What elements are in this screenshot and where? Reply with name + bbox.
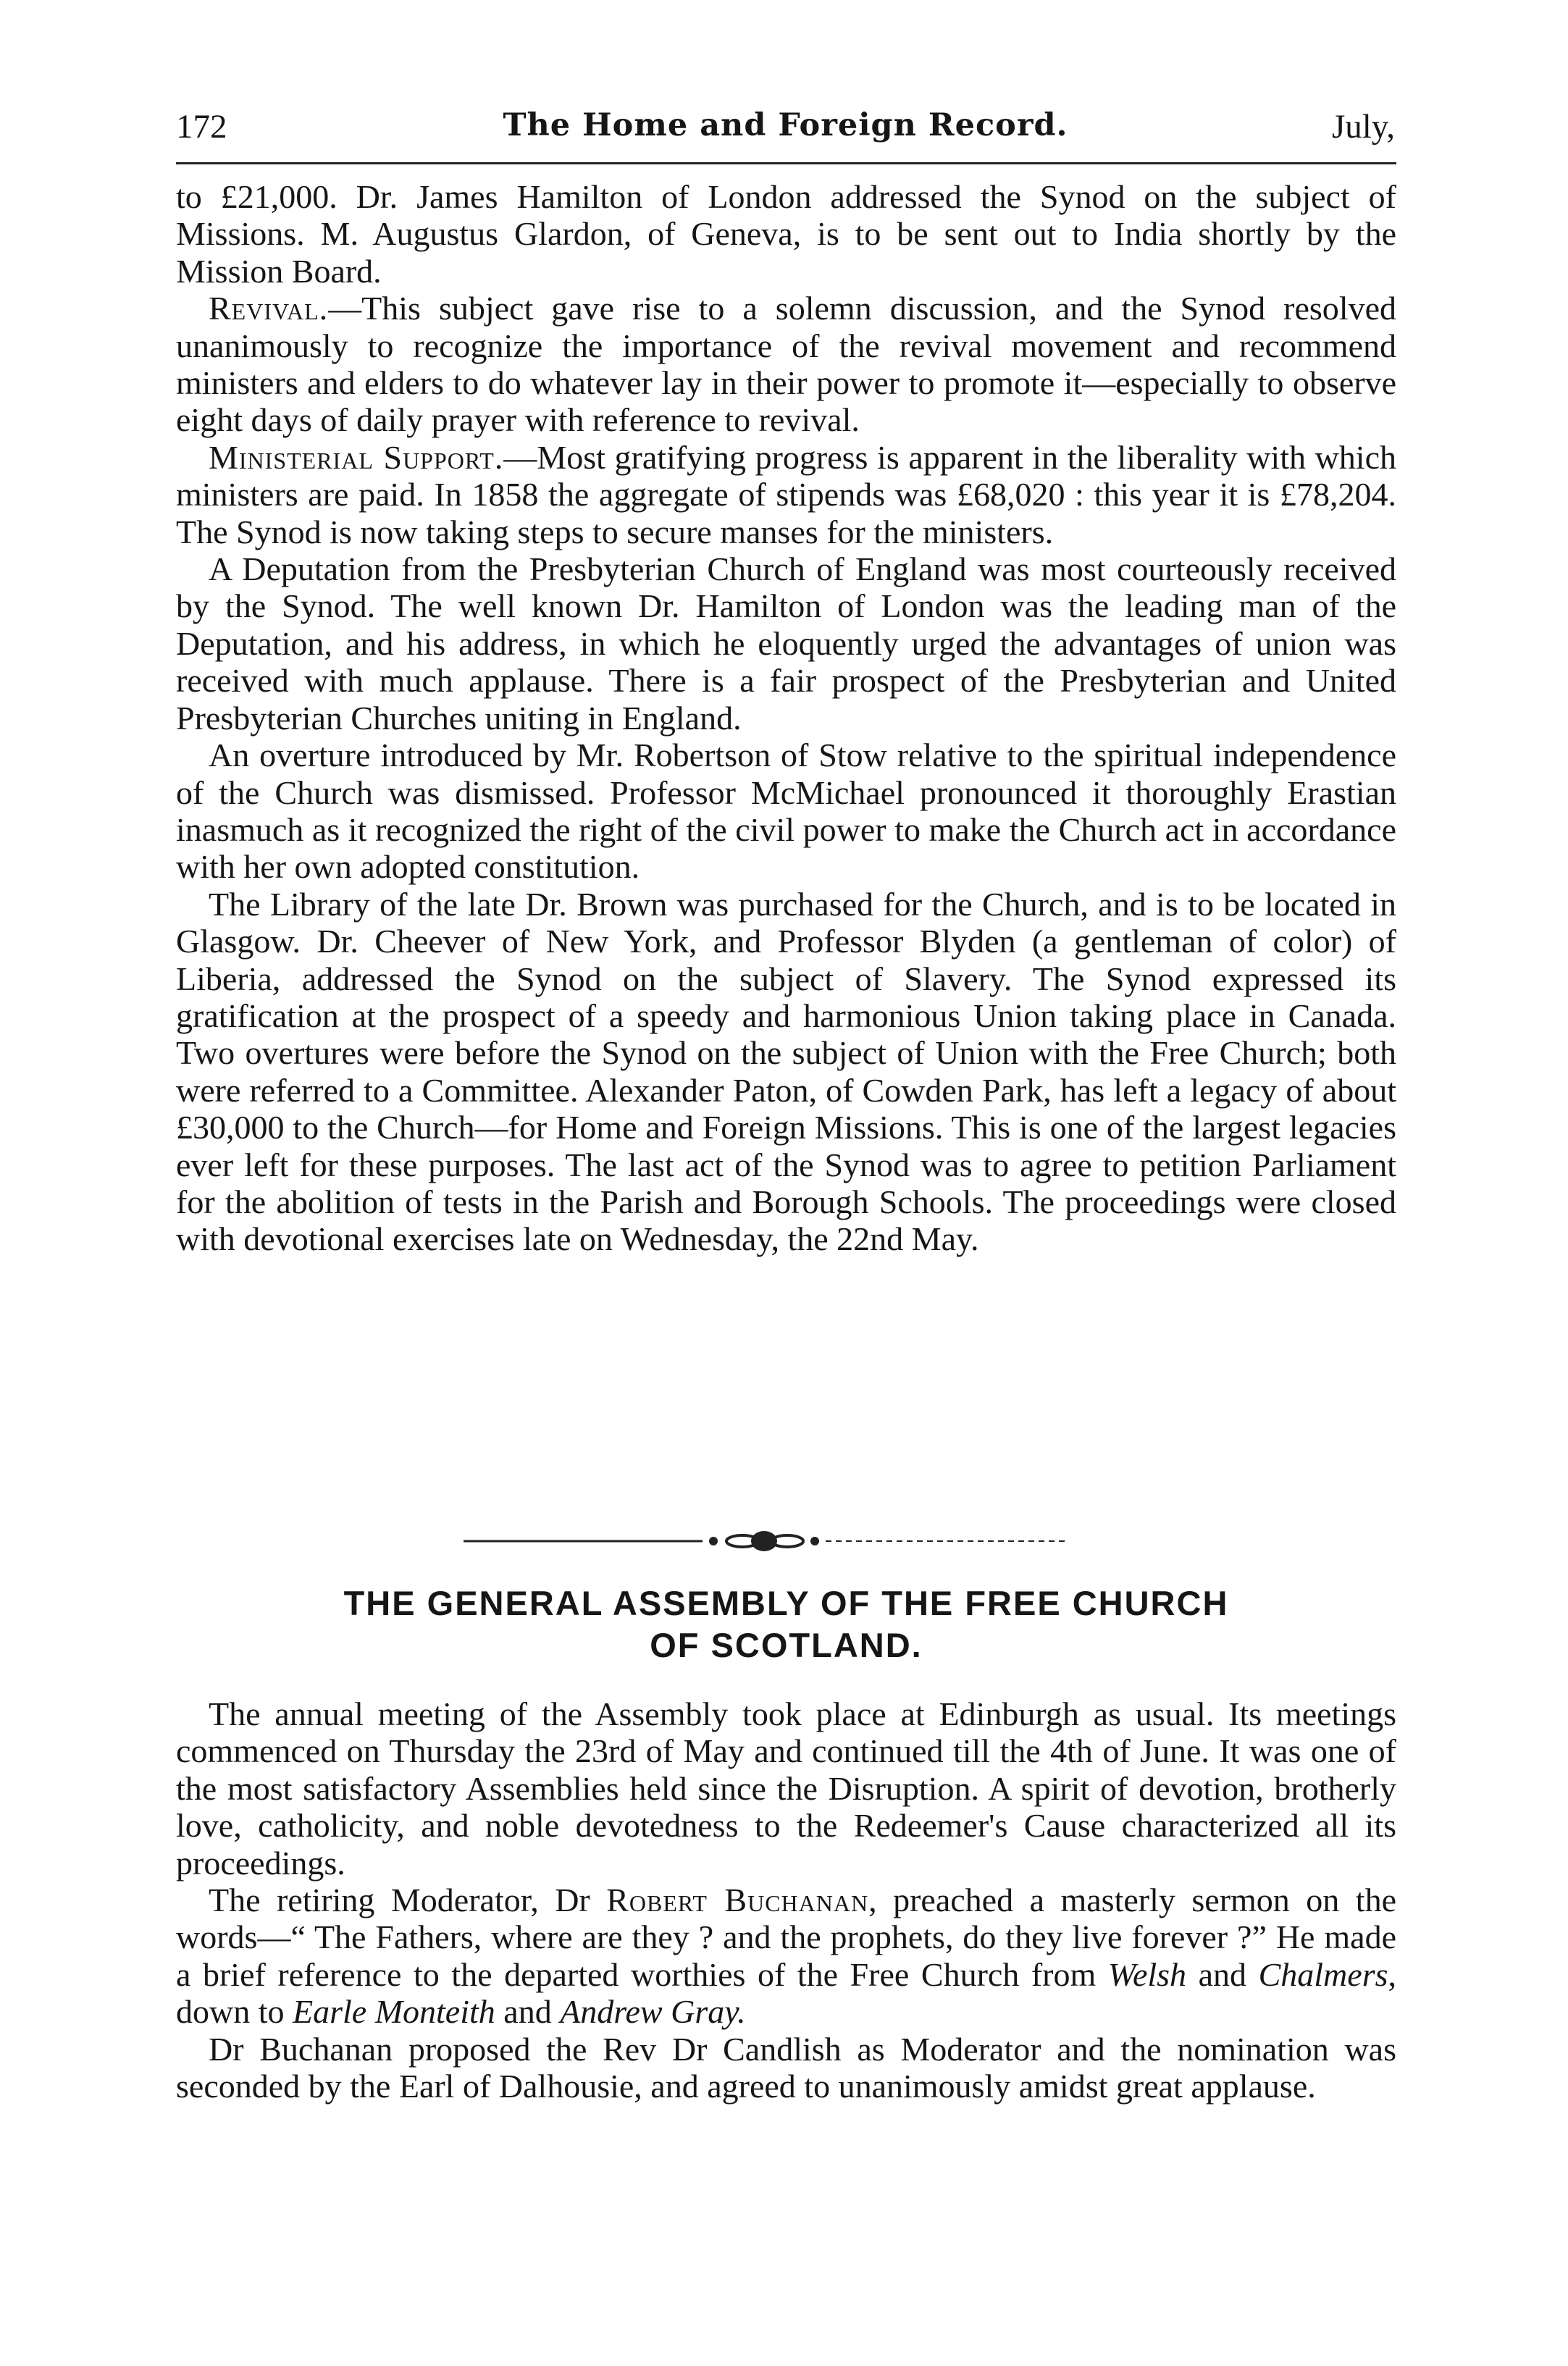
paragraph-moderator-nomination: Dr Buchanan proposed the Rev Dr Candlish as Moderator and the nomination was seconded by the Earl of Dalhousie, and agreed to unanimously amidst great applause. bbox=[176, 2030, 1396, 2105]
paragraph-annual-meeting: The annual meeting of the Assembly took place at Edinburgh as usual. Its meetings commenced on Thursday the 23rd of May and continued till the 4th of June. It was one of the most satisfactory Assemblies held since the Disruption. A spirit of devotion, brotherly love, catholicity, and noble devotedness to the Redeemer's Cause characterized all its proceedings. bbox=[176, 1695, 1396, 1882]
paragraph-revival bbox=[176, 290, 1396, 439]
paragraph-retiring-moderator: The retiring Moderator, Dr Robert Buchanan, preached a masterly sermon on the words—“ The Fathers, where are they ? and the prophets, do they live forever ?” He made a brief reference to the departed worthies of the Free Church from Welsh and Chalmers, down to Earle Monteith and Andrew Gray. bbox=[176, 1882, 1396, 2031]
journal-title: The Home and Foreign Record. bbox=[503, 107, 1068, 143]
paragraph-ministerial-support-text: —Most gratifying progress is apparent in the liberality with which ministers are paid. In 1858 the aggregate of stipends was £68,020 : this year it is £78,204. The Synod is now taking steps to secure manses for the ministers. bbox=[176, 438, 1397, 550]
general-assembly-section bbox=[176, 1695, 1396, 2105]
running-head bbox=[176, 107, 1395, 152]
person-name: Robert Buchanan bbox=[606, 1882, 869, 1919]
name-andrew-gray: Andrew Gray. bbox=[560, 1993, 746, 2031]
paragraph-revival-text: —This subject gave rise to a solemn discussion, and the Synod resolved unanimously to recognize the importance of the revival movement and recommend ministers and elders to do whatever lay in their power to promote it—especially to observe eight days of daily prayer with reference to revival. bbox=[176, 290, 1396, 439]
section-heading-line-1: THE GENERAL ASSEMBLY OF THE FREE CHURCH bbox=[343, 1584, 1229, 1622]
name-chalmers: Chalmers bbox=[1258, 1955, 1388, 1993]
page-number: 172 bbox=[176, 108, 227, 146]
paragraph-deputation: A Deputation from the Presbyterian Church of England was most courteously received by the Synod. The well known Dr. Hamilton of London was the leading man of the Deputation, and his address, in which he eloquently urged the advantages of union was received with much applause. There is a fair prospect of the Presbyterian and United Presbyterian Churches uniting in England. bbox=[176, 550, 1396, 737]
paragraph-lead-ministerial-support: Ministerial Support. bbox=[209, 438, 504, 476]
header-rule bbox=[176, 162, 1396, 164]
name-earle-monteith: Earle Monteith bbox=[293, 1993, 495, 2031]
section-heading-line-2: OF SCOTLAND. bbox=[650, 1626, 923, 1664]
header-month: July, bbox=[1331, 108, 1395, 146]
synod-report-section bbox=[176, 178, 1396, 1258]
paragraph-library: The Library of the late Dr. Brown was purchased for the Church, and is to be located in Glasgow. Dr. Cheever of New York, and Professor Blyden (a gentleman of color) of Liberia, addressed the Synod on the subject of Slavery. The Synod expressed its gratification at the prospect of a speedy and harmonious Union taking place in Canada. Two overtures were before the Synod on the subject of Union with the Free Church; both were referred to a Committee. Alexander Paton, of Cowden Park, has left a legacy of about £30,000 to the Church—for Home and Foreign Missions. This is one of the largest legacies ever left for these purposes. The last act of the Synod was to agree to petition Parliament for the abolition of tests in the Parish and Borough Schools. The proceedings were closed with devotional exercises late on Wednesday, the 22nd May. bbox=[176, 885, 1396, 1258]
paragraph-lead-revival: Revival. bbox=[209, 290, 329, 327]
paragraph-ministerial-support bbox=[176, 439, 1396, 550]
paragraph-missions: to £21,000. Dr. James Hamilton of London addressed the Synod on the subject of Missions. M. Augustus Glardon, of Geneva, is to be sent out to India shortly by the Mission Board. bbox=[176, 178, 1396, 290]
name-welsh: Welsh bbox=[1107, 1955, 1187, 1993]
section-heading bbox=[176, 1582, 1396, 1666]
ornamental-divider bbox=[464, 1529, 1065, 1553]
paragraph-overture: An overture introduced by Mr. Robertson of Stow relative to the spiritual independence of the Church was dismissed. Professor McMichael pronounced it thoroughly Erastian inasmuch as it recognized the right of the civil power to make the Church act in accordance with her own adopted constitution. bbox=[176, 737, 1396, 886]
